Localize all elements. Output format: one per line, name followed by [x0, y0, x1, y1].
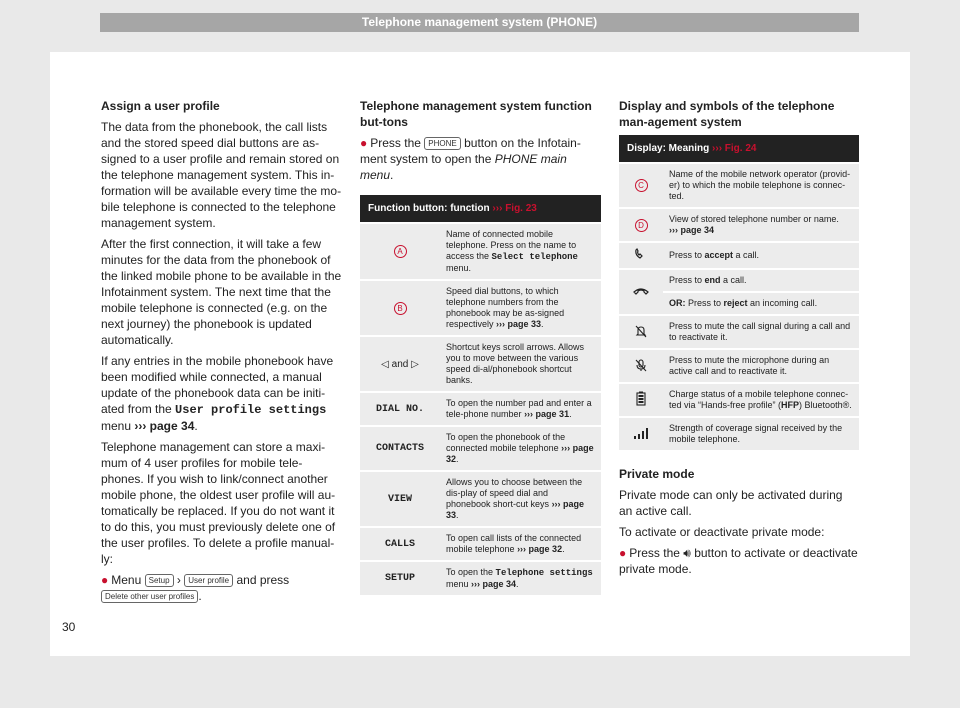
mute-mic-icon [634, 358, 648, 372]
paragraph: To activate or deactivate private mode: [619, 525, 825, 539]
table-row: Press to end a call. [619, 269, 859, 292]
table-row: SETUP To open the Telephone settings menu ››› page 34. [360, 561, 601, 595]
private-mode-icon: 🔊︎ [683, 546, 691, 560]
signal-icon [633, 427, 649, 439]
paragraph: Telephone management can store a maxi-mum of 4 user profiles for mobile tele-phones. If you wish to link/connect another mobile phone, the oldest user profile will au-tomatically be replaced. If you do not want it to do this, you must previously delete one of the user profiles. To delete a profile manual-ly: [101, 440, 336, 566]
scroll-left-icon: ◁ [381, 358, 389, 370]
table-row: ◁ and ▷ Shortcut keys scroll arrows. Allows you to move between the various speed di-al/phonebook shortcut banks. [360, 336, 601, 392]
section-heading: Assign a user profile [101, 99, 220, 113]
page-reference[interactable]: ››› page 34 [669, 225, 715, 235]
paragraph: Private mode can only be activated during an active call. [619, 488, 843, 518]
paragraph: The data from the phonebook, the call lists and the stored speed dial buttons are as-signed to a user profile and remain stored on the telephone management system. This in-formation will be available every time the mo-bile telephone is connected to the telephone management system. [101, 120, 342, 230]
table-header: Function button: function ››› Fig. 23 [360, 195, 601, 223]
phone-key: PHONE [424, 137, 460, 150]
page-reference[interactable]: ››› page 32 [517, 544, 563, 554]
page-reference[interactable]: ››› page 34 [471, 579, 517, 589]
column-function-buttons [360, 98, 601, 595]
table-row: Strength of coverage signal received by the mobile telephone. [619, 417, 859, 450]
table-row: Charge status of a mobile telephone connec-ted via “Hands-free profile” (HFP) Bluetooth®. [619, 383, 859, 417]
table-row: DIAL NO. To open the number pad and enter a tele-phone number ››› page 31. [360, 392, 601, 426]
section-heading: Display and symbols of the telephone man-agement system [619, 99, 835, 129]
table-row: CONTACTS To open the phonebook of the connected mobile telephone ››› page 32. [360, 426, 601, 471]
display-symbol-table [619, 135, 859, 450]
page-reference[interactable]: ››› page 32 [446, 443, 594, 464]
paragraph: If any entries in the mobile phonebook have been modified while connected, a manual update of the phonebook data can be initi-ated from the User profile settings menu ››› page 34. [101, 354, 334, 433]
page-reference[interactable]: ››› page 31 [524, 409, 570, 419]
section-heading: Private mode [619, 467, 695, 481]
table-row: Press to accept a call. [619, 242, 859, 269]
table-row: A Name of connected mobile telephone. Press on the name to access the Select telephone menu. [360, 223, 601, 280]
table-row: B Speed dial buttons, to which telephone numbers from the phonebook may be as-signed respectively ››› page 33. [360, 280, 601, 336]
figure-reference[interactable]: ››› Fig. 23 [492, 203, 537, 214]
page-number: 30 [62, 620, 76, 634]
table-row: C Name of the mobile network operator (provid-er) to which the mobile telephone is connec-ted. [619, 163, 859, 208]
page-reference[interactable]: ››› page 34 [134, 419, 195, 433]
table-row: CALLS To open call lists of the connected mobile telephone ››› page 32. [360, 527, 601, 561]
table-row: Press to mute the call signal during a call and to reactivate it. [619, 315, 859, 349]
accept-call-icon [634, 248, 648, 260]
section-heading: Telephone management system function but-tons [360, 99, 592, 129]
delete-profiles-key: Delete other user profiles [101, 590, 198, 603]
table-row: OR: Press to reject an incoming call. [619, 292, 859, 315]
instruction-bullet: ● Press the 🔊︎ button to activate or deactivate private mode. [619, 546, 858, 576]
table-row: VIEW Allows you to choose between the dis-play of speed dial and phonebook short-cut keys ››› page 33. [360, 471, 601, 527]
end-call-icon [633, 286, 649, 296]
bullet-icon: ● [360, 136, 368, 150]
page-reference[interactable]: ››› page 33 [496, 319, 542, 329]
instruction-bullet: ● Press the PHONE button on the Infotain-ment system to open the PHONE main menu. [360, 136, 581, 182]
mute-ring-icon [634, 324, 648, 338]
scroll-right-icon: ▷ [411, 358, 419, 370]
bullet-icon: ● [101, 573, 109, 587]
function-button-table [360, 195, 601, 595]
figure-reference[interactable]: ››› Fig. 24 [712, 143, 757, 154]
user-profile-key: User profile [184, 574, 233, 587]
page-header: Telephone management system (PHONE) [100, 13, 859, 32]
column-display-symbols [619, 98, 859, 582]
table-row: D View of stored telephone number or name. ››› page 34 [619, 208, 859, 242]
paragraph: After the first connection, it will take a few minutes for the data from the phonebook of the linked mobile phone to be available in the Infotainment system. The next time that the mobile telephone is connected (e.g. on the next journey) the phonebook is updated automatically. [101, 237, 342, 347]
page-reference[interactable]: ››› page 33 [446, 499, 585, 520]
setup-key: Setup [145, 574, 174, 587]
battery-icon [636, 391, 646, 406]
instruction-bullet: ● Menu Setup › User profile and press Delete other user profiles . [101, 573, 290, 603]
table-row: Press to mute the microphone during an active call and to reactivate it. [619, 349, 859, 383]
bullet-icon: ● [619, 546, 627, 560]
table-header: Display: Meaning ››› Fig. 24 [619, 135, 859, 163]
column-user-profile [101, 98, 345, 609]
